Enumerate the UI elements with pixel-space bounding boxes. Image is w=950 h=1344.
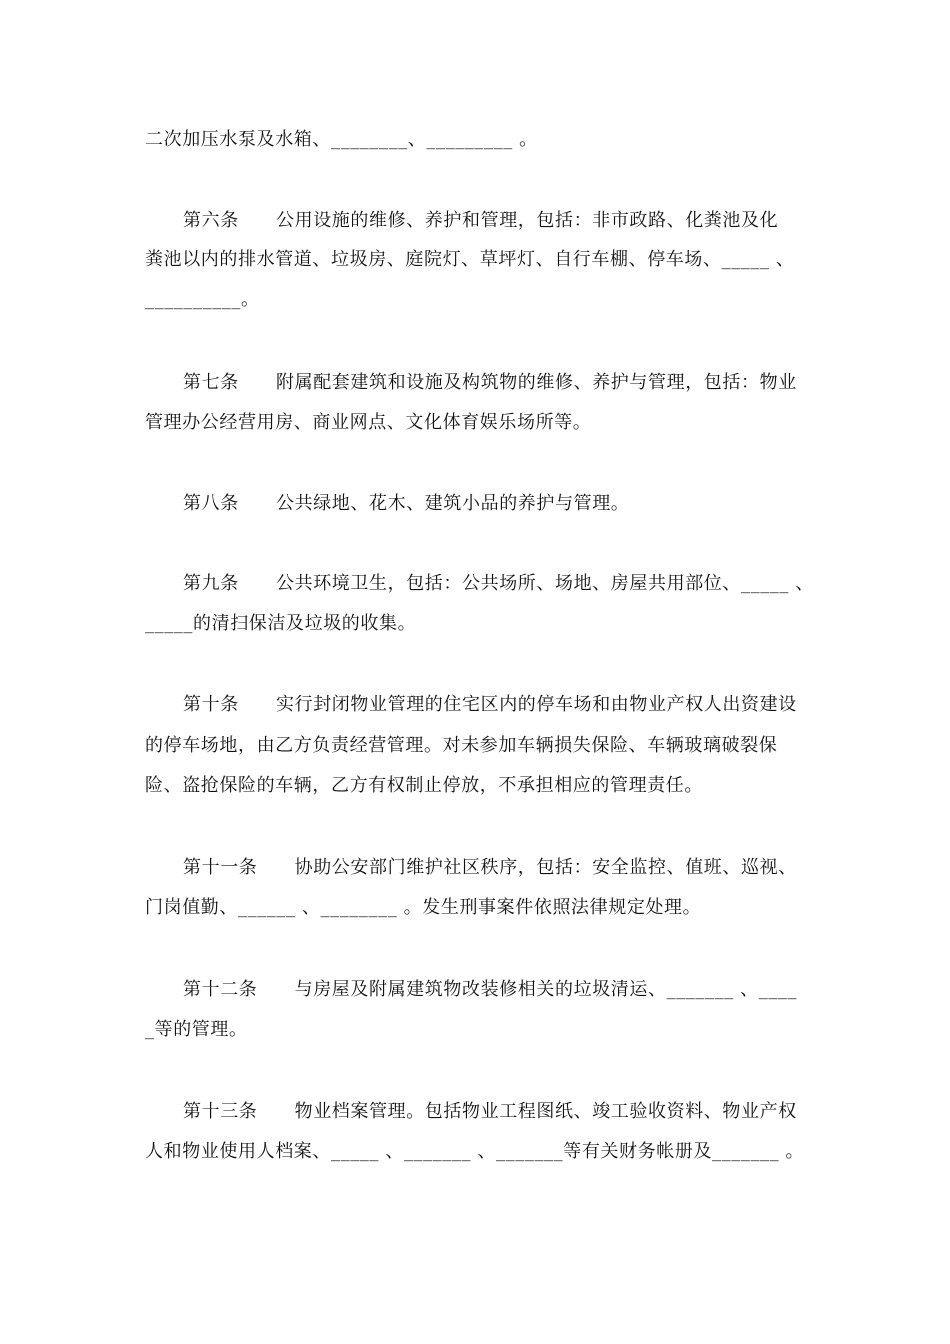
article-6-line: __________。 bbox=[145, 289, 260, 310]
article-6-line: 粪池以内的排水管道、垃圾房、庭院灯、草坪灯、自行车棚、停车场、_____ 、 bbox=[145, 249, 795, 270]
article-7-line: 第七条 附属配套建筑和设施及构筑物的维修、养护与管理，包括：物业 bbox=[183, 372, 797, 393]
article-10-line: 第十条 实行封闭物业管理的住宅区内的停车场和由物业产权人出资建设 bbox=[183, 694, 797, 715]
article-8-line: 第八条 公共绿地、花木、建筑小品的养护与管理。 bbox=[183, 493, 630, 514]
article-13-line: 人和物业使用人档案、_____ 、_______ 、_______等有关财务帐册及_______ 。 bbox=[145, 1141, 805, 1162]
article-12-line: _等的管理。 bbox=[145, 1019, 248, 1040]
article-12-line: 第十二条 与房屋及附属建筑物改装修相关的垃圾清运、_______ 、____ bbox=[183, 979, 798, 1000]
article-6-line: 第六条 公用设施的维修、养护和管理，包括：非市政路、化粪池及化 bbox=[183, 210, 779, 231]
article-10-line: 险、盗抢保险的车辆，乙方有权制止停放，不承担相应的管理责任。 bbox=[145, 775, 703, 796]
article-10-line: 的停车场地，由乙方负责经营管理。对未参加车辆损失保险、车辆玻璃破裂保 bbox=[145, 735, 778, 756]
article-9-line: 第九条 公共环境卫生，包括：公共场所、场地、房屋共用部位、_____ 、 bbox=[183, 573, 814, 594]
contract-line: 二次加压水泵及水箱、________、_________ 。 bbox=[145, 129, 538, 150]
article-11-line: 第十一条 协助公安部门维护社区秩序，包括：安全监控、值班、巡视、 bbox=[183, 857, 797, 878]
article-9-line: _____的清扫保洁及垃圾的收集。 bbox=[145, 613, 417, 634]
article-13-line: 第十三条 物业档案管理。包括物业工程图纸、竣工验收资料、物业产权 bbox=[183, 1101, 797, 1122]
article-11-line: 门岗值勤、______ 、________ 。发生刑事案件依照法律规定处理。 bbox=[145, 897, 702, 918]
article-7-line: 管理办公经营用房、商业网点、文化体育娱乐场所等。 bbox=[145, 412, 592, 433]
